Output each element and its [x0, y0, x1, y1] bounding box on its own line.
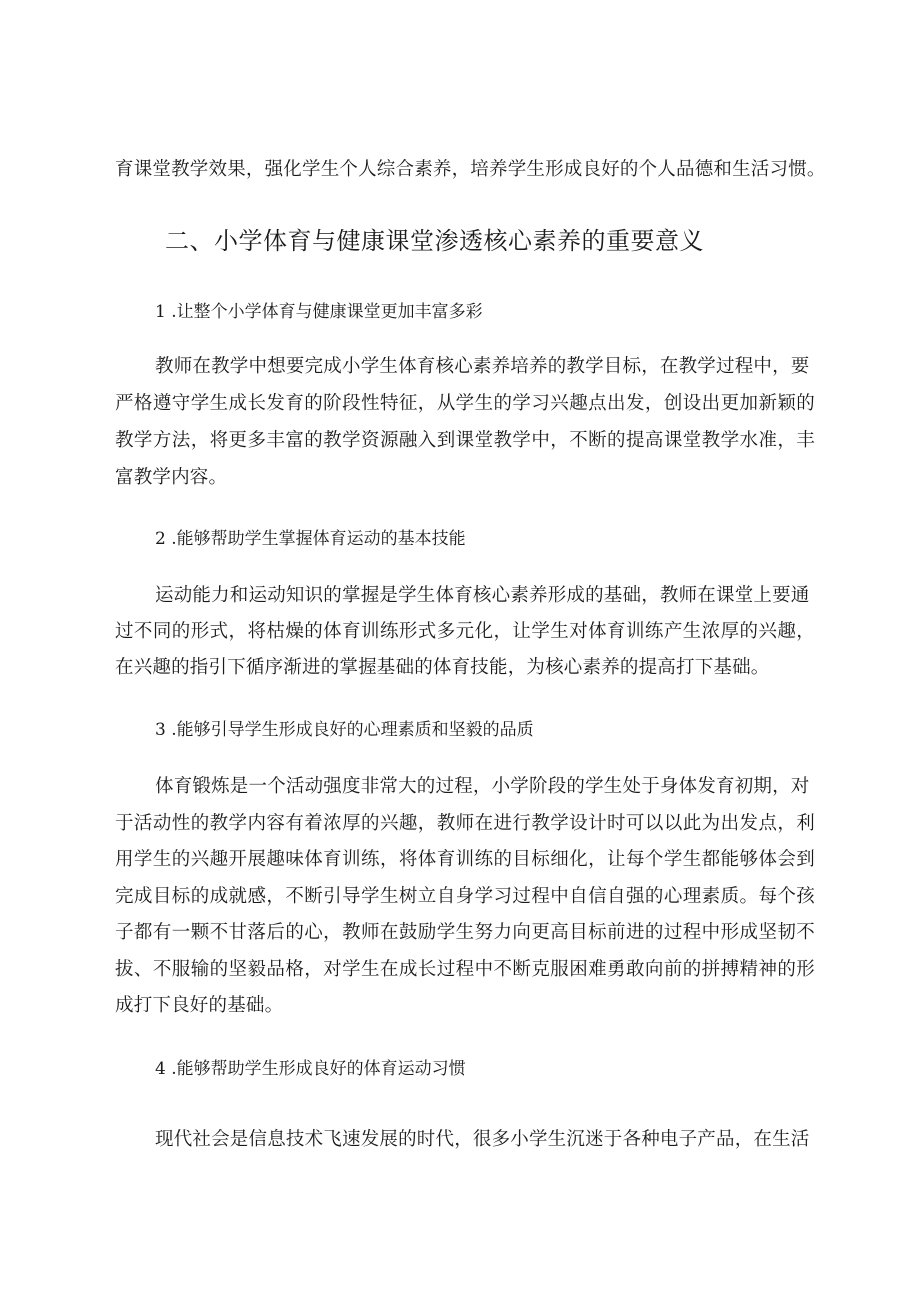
paragraph-line: 成打下良好的基础。: [115, 995, 284, 1016]
paragraph-line: 教师在教学中想要完成小学生体育核心素养培养的教学目标，在教学过程中，要: [155, 356, 810, 377]
paragraph-line: 于活动性的教学内容有着浓厚的兴趣，教师在进行教学设计时可以以此为出发点，利: [115, 813, 815, 834]
paragraph-line: 用学生的兴趣开展趣味体育训练，将体育训练的目标细化，让每个学生都能够体会到: [115, 849, 815, 870]
paragraph-line: 在兴趣的指引下循序渐进的掌握基础的体育技能，为核心素养的提高打下基础。: [115, 657, 770, 678]
paragraph-line: 教学方法，将更多丰富的教学资源融入到课堂教学中，不断的提高课堂教学水准，丰: [115, 430, 815, 451]
subsection-heading-4: 4 .能够帮助学生形成良好的体育运动习惯: [155, 1059, 466, 1079]
paragraph-line: 富教学内容。: [115, 467, 228, 488]
subsection-heading-3: 3 .能够引导学生形成良好的心理素质和坚毅的品质: [155, 720, 534, 740]
section-heading: 二、小学体育与健康课堂渗透核心素养的重要意义: [165, 227, 704, 255]
paragraph-line: 过不同的形式，将枯燥的体育训练形式多元化，让学生对体育训练产生浓厚的兴趣，: [115, 621, 815, 642]
paragraph-line: 育课堂教学效果，强化学生个人综合素养，培养学生形成良好的个人品德和生活习惯。: [115, 159, 826, 180]
paragraph-line: 严格遵守学生成长发育的阶段性特征，从学生的学习兴趣点出发，创设出更加新颖的: [115, 393, 815, 414]
subsection-heading-2: 2 .能够帮助学生掌握体育运动的基本技能: [155, 529, 466, 549]
subsection-heading-1: 1 .让整个小学体育与健康课堂更加丰富多彩: [155, 302, 483, 322]
paragraph-line: 运动能力和运动知识的掌握是学生体育核心素养形成的基础，教师在课堂上要通: [155, 585, 810, 606]
paragraph-line: 完成目标的成就感，不断引导学生树立自身学习过程中自信自强的心理素质。每个孩: [115, 886, 815, 907]
paragraph-line: 现代社会是信息技术飞速发展的时代，很多小学生沉迷于各种电子产品，在生活: [155, 1129, 810, 1150]
paragraph-line: 体育锻炼是一个活动强度非常大的过程，小学阶段的学生处于身体发育初期，对: [155, 776, 810, 797]
paragraph-line: 子都有一颗不甘落后的心，教师在鼓励学生努力向更高目标前进的过程中形成坚韧不: [115, 922, 815, 943]
paragraph-line: 拔、不服输的坚毅品格，对学生在成长过程中不断克服困难勇敢向前的拼搏精神的形: [115, 959, 815, 980]
